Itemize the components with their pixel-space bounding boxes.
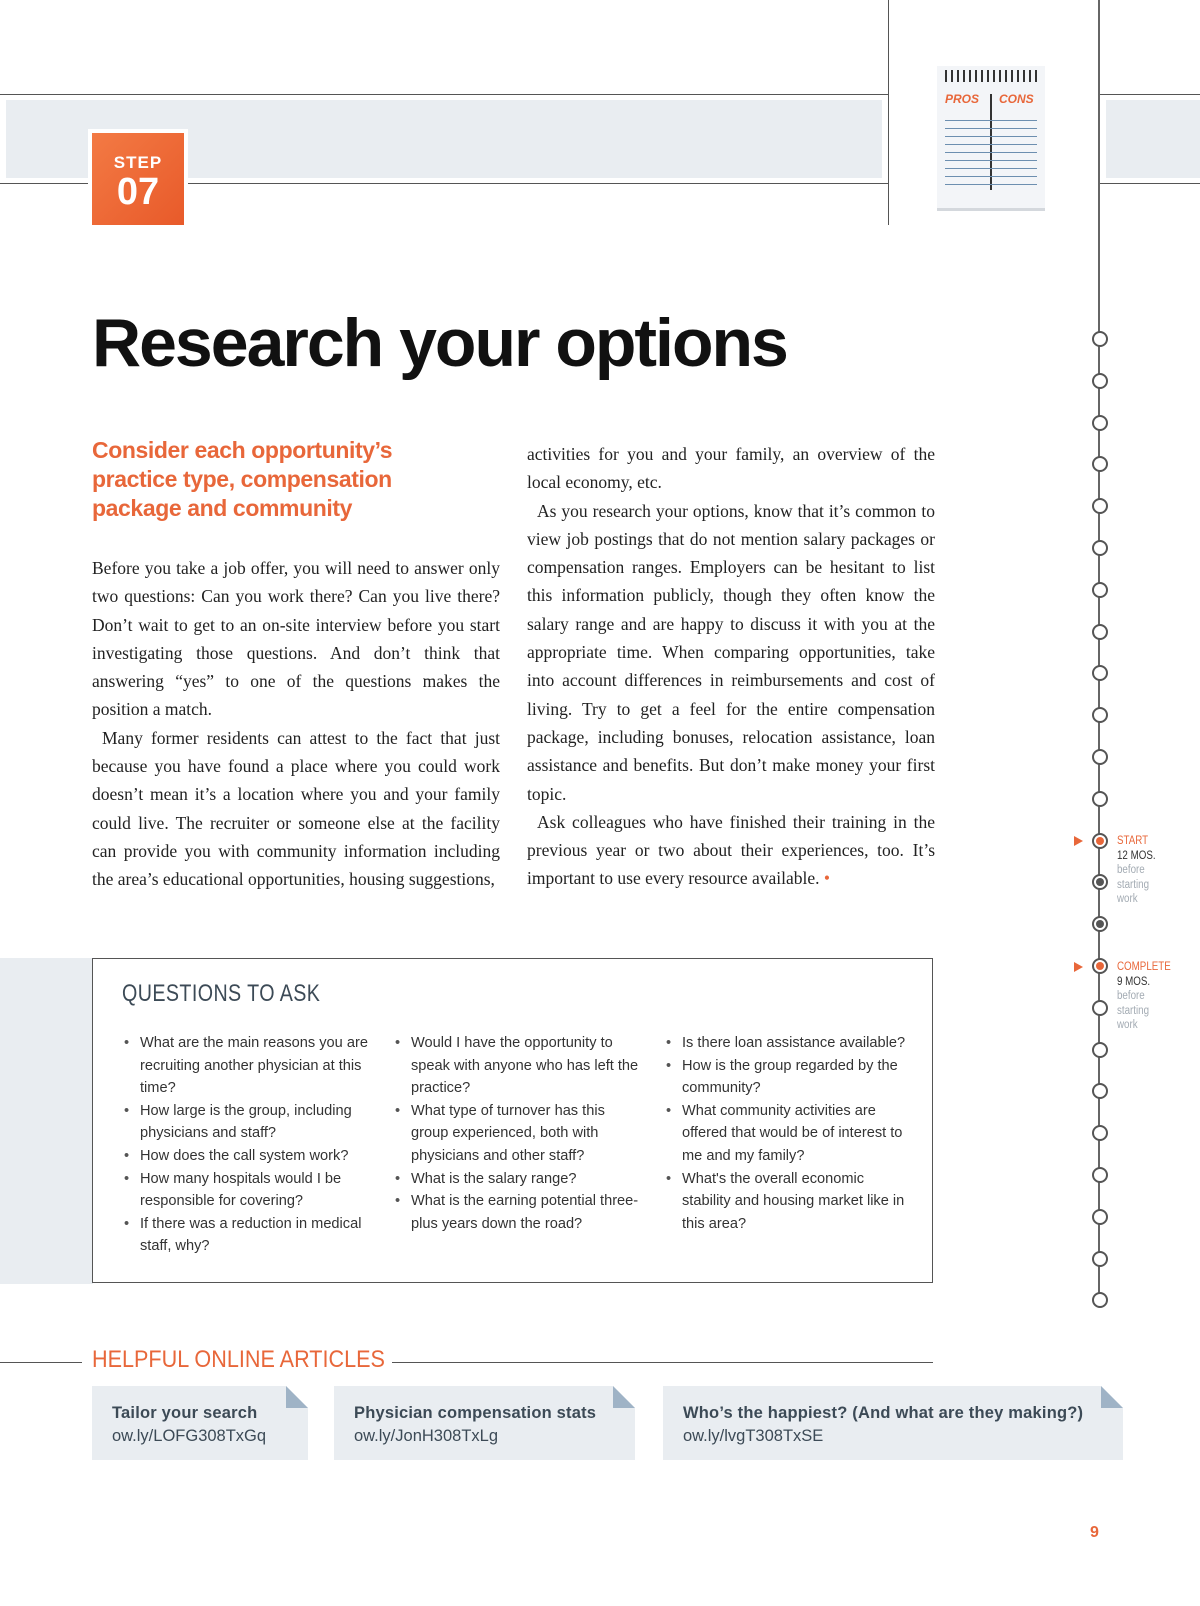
timeline-dot (1092, 1125, 1108, 1141)
complete-arrow-icon (1074, 962, 1083, 972)
body-column-2 (527, 440, 935, 893)
step-number: 07 (116, 171, 160, 213)
timeline-complete-note: work (1117, 1019, 1138, 1031)
questions-column-1 (122, 1032, 370, 1258)
timeline-dot (1092, 415, 1108, 431)
timeline-dot (1092, 958, 1108, 974)
timeline-dot (1092, 1042, 1108, 1058)
question-item: • What is the earning potential three-plus years down the road? (393, 1190, 641, 1235)
timeline-dot (1092, 456, 1108, 472)
article-url[interactable]: ow.ly/LOFG308TxGq (112, 1427, 267, 1445)
article-card-tailor-search[interactable] (92, 1386, 308, 1460)
timeline-dot (1092, 540, 1108, 556)
page-number: 9 (1090, 1524, 1099, 1541)
article-card-happiest[interactable] (663, 1386, 1123, 1460)
pros-cons-notepad-icon (937, 66, 1045, 208)
body-column-1 (92, 554, 500, 922)
timeline-start-note: before (1117, 864, 1145, 876)
timeline-dot (1092, 1251, 1108, 1267)
timeline-dot (1092, 874, 1108, 890)
timeline-start-title: START (1117, 835, 1149, 847)
question-item: • What are the main reasons you are recruiting another physician at this time? (122, 1032, 370, 1100)
body-paragraph-2-continued: activities for you and your family, an overview of the local economy, etc. (527, 444, 935, 493)
header-band-right-top-rule (1100, 94, 1200, 95)
question-item: • What's the overall economic stability and housing market like in this area? (664, 1168, 912, 1236)
question-item: • How does the call system work? (122, 1145, 370, 1168)
questions-title: QUESTIONS TO ASK (122, 980, 321, 1007)
questions-column-2 (393, 1032, 641, 1235)
article-title: Tailor your search (112, 1404, 258, 1422)
start-arrow-icon (1074, 836, 1083, 846)
notepad-spiral (945, 70, 1037, 82)
timeline-dot (1092, 707, 1108, 723)
timeline-start-note: starting (1117, 878, 1150, 891)
end-mark-icon: • (823, 868, 831, 889)
timeline-start-months: 12 MOS. (1117, 849, 1156, 862)
timeline-dot (1092, 331, 1108, 347)
article-url[interactable]: ow.ly/lvgT308TxSE (683, 1427, 824, 1445)
timeline-dot (1092, 833, 1108, 849)
question-item: • Would I have the opportunity to speak with anyone who has left the practice? (393, 1032, 641, 1100)
timeline-dot (1092, 498, 1108, 514)
timeline-complete-months: 9 MOS. (1117, 975, 1151, 988)
header-band-right (1106, 100, 1200, 178)
question-item: • How many hospitals would I be responsible for covering? (122, 1168, 370, 1213)
question-item: • If there was a reduction in medical staff, why? (122, 1213, 370, 1258)
notepad-cons-label: CONS (999, 92, 1034, 106)
question-item: • What is the salary range? (393, 1168, 641, 1191)
article-card-compensation-stats[interactable] (334, 1386, 635, 1460)
articles-rule-left (0, 1362, 82, 1363)
timeline-dot (1092, 1292, 1108, 1308)
timeline-dot (1092, 1083, 1108, 1099)
question-item: • Is there loan assistance available? (664, 1032, 912, 1055)
timeline-dot (1092, 749, 1108, 765)
question-item: • What type of turnover has this group experienced, both with physicians and other staff? (393, 1100, 641, 1168)
step-badge (92, 133, 184, 225)
questions-side-panel (0, 958, 93, 1284)
timeline-dot (1092, 1209, 1108, 1225)
article-title: Physician compensation stats (354, 1404, 597, 1422)
article-title: Who’s the happiest? (And what are they making?) (683, 1404, 1084, 1422)
timeline-complete-label (1117, 960, 1171, 1033)
question-item: • How is the group regarded by the community? (664, 1055, 912, 1100)
header-band-right-bottom-rule (1100, 183, 1200, 184)
articles-title: HELPFUL ONLINE ARTICLES (92, 1346, 385, 1373)
card-fold-icon (286, 1386, 308, 1408)
articles-rule-right (392, 1362, 933, 1363)
header-vertical-rule (888, 0, 889, 225)
body-paragraph-1: Before you take a job offer, you will need to answer only two questions: Can you work there? Can you live there? Don’t wait to get to an on-site interview before you start investigating those questions. And don’t think that answering “yes” to one of the questions makes the position a match. (92, 558, 500, 720)
card-fold-icon (613, 1386, 635, 1408)
timeline-dot (1092, 791, 1108, 807)
section-subhead: Consider each opportunity’s practice type, compensation package and community (92, 437, 393, 521)
body-paragraph-4 (527, 808, 935, 893)
article-url[interactable]: ow.ly/JonH308TxLg (354, 1427, 498, 1445)
body-paragraph-3: As you research your options, know that it’s common to view job postings that do not mention salary packages or compensation ranges. Employers can be hesitant to list this information publicly, though they often know the salary range and are happy to discuss it with you at the appropriate time. When comparing opportunities, take into account differences in reimbursements and cost of living. Try to get a feel for the entire compensation package, including bonuses, relocation assistance, loan assistance and benefits. But don’t make money your first topic. (527, 500, 935, 804)
notepad-lines (945, 120, 1037, 188)
questions-column-3 (664, 1032, 912, 1235)
notepad-pros-label: PROS (945, 92, 980, 106)
timeline-dot (1092, 665, 1108, 681)
timeline-dot (1092, 916, 1108, 932)
header-band-top-rule (0, 94, 888, 95)
body-paragraph-2: Many former residents can attest to the fact that just because you have found a place where you could work doesn’t mean it’s a location where you and your family could live. The recruiter or someone else at the facility can provide you with community information including the area’s educational opportunities, housing suggestions, (92, 727, 500, 890)
step-word: STEP (113, 153, 163, 172)
card-fold-icon (1101, 1386, 1123, 1408)
timeline-dot (1092, 1000, 1108, 1016)
timeline-dot (1092, 624, 1108, 640)
question-item: • What community activities are offered that would be of interest to me and my family? (664, 1100, 912, 1168)
timeline-line (1098, 0, 1100, 1300)
timeline-start-label (1117, 834, 1156, 907)
timeline-complete-note: starting (1117, 1004, 1150, 1017)
timeline-start-note: work (1117, 893, 1138, 905)
timeline-dot (1092, 373, 1108, 389)
timeline-complete-note: before (1117, 990, 1145, 1002)
page-title: Research your options (92, 305, 787, 381)
timeline-complete-title: COMPLETE (1117, 961, 1171, 973)
timeline-dot (1092, 1167, 1108, 1183)
timeline-dot (1092, 582, 1108, 598)
body-paragraph-4-text: Ask colleagues who have finished their training in the previous year or two about their experiences, too. It’s important to use every resource available. (527, 811, 935, 889)
question-item: • How large is the group, including physicians and staff? (122, 1100, 370, 1145)
